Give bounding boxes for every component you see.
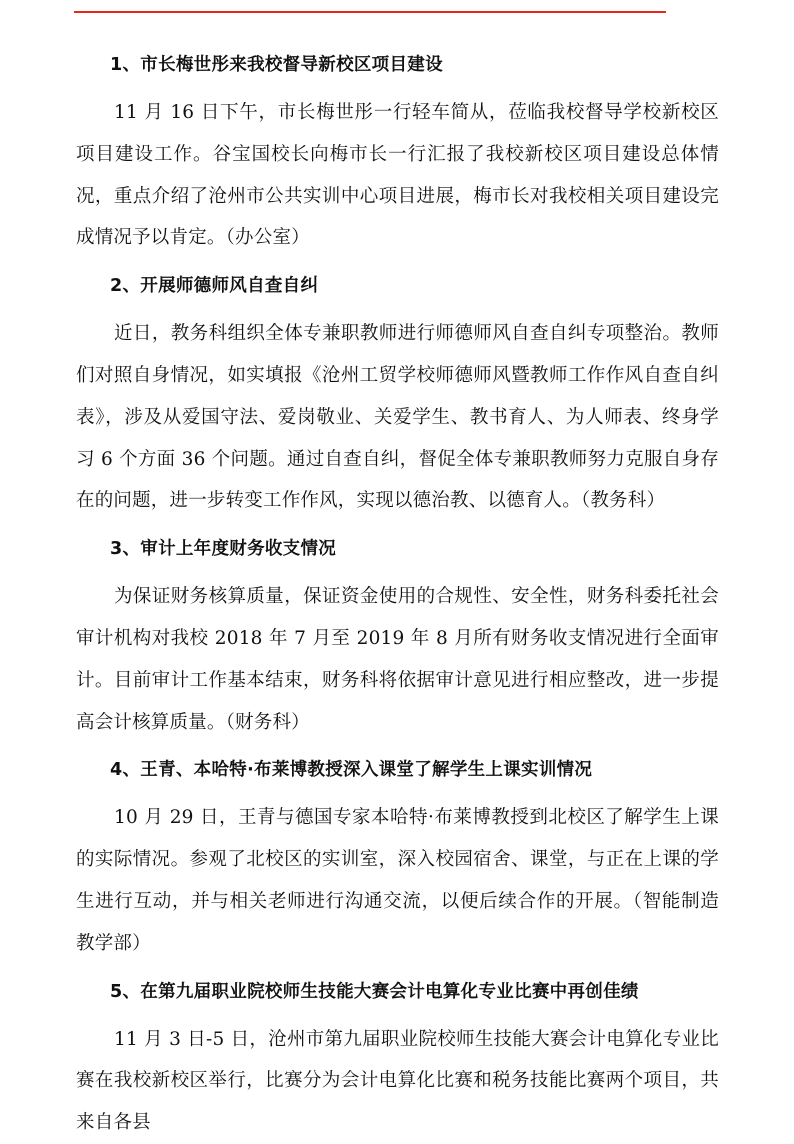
section-2-body: 近日，教务科组织全体专兼职教师进行师德师风自查自纠专项整治。教师们对照自身情况，如实填报《沧州工贸学校师德师风暨教师工作作风自查自纠表》，涉及从爱国守法、爱岗敬业、关爱学生、教书育人、为人师表、终身学习 6 个方面 36 个问题。通过自查自纠，督促全体专兼职教师努力克服自身存在的问题，进一步转变工作作风，实现以德治教、以德育人。（教务科） — [76, 323, 719, 512]
section-3-title: 3、审计上年度财务收支情况 — [110, 539, 337, 560]
section-4-body: 10 月 29 日，王青与德国专家本哈特·布莱博教授到北校区了解学生上课的实际情况。参观了北校区的实训室，深入校园宿舍、课堂，与正在上课的学生进行互动，并与相关老师进行沟通交流，以便后续合作的开展。（智能制造教学部） — [76, 807, 719, 954]
document-page — [76, 54, 719, 1144]
section-2-title: 2、开展师德师风自查自纠 — [110, 276, 319, 297]
header-divider-line — [74, 11, 666, 13]
section-5-title: 5、在第九届职业院校师生技能大赛会计电算化专业比赛中再创佳绩 — [110, 981, 639, 1002]
section-1-title: 1、市长梅世彤来我校督导新校区项目建设 — [110, 55, 443, 75]
section-4-title: 4、王青、本哈特·布莱博教授深入课堂了解学生上课实训情况 — [110, 760, 593, 781]
section-1-body: 11 月 16 日下午，市长梅世彤一行轻车简从，莅临我校督导学校新校区项目建设工作。谷宝国校长向梅市长一行汇报了我校新校区项目建设总体情况，重点介绍了沧州市公共实训中心项目进展，梅市长对我校相关项目建设完成情况予以肯定。（办公室） — [76, 102, 719, 249]
section-5-body: 11 月 3 日-5 日，沧州市第九届职业院校师生技能大赛会计电算化专业比赛在我校新校区举行，比赛分为会计电算化比赛和税务技能比赛两个项目，共来自各县 — [76, 1028, 719, 1134]
section-3-body: 为保证财务核算质量，保证资金使用的合规性、安全性，财务科委托社会审计机构对我校 2018 年 7 月至 2019 年 8 月所有财务收支情况进行全面审计。目前审计工作基本结束，财务科将依据审计意见进行相应整改，进一步提高会计核算质量。（财务科） — [76, 586, 719, 733]
